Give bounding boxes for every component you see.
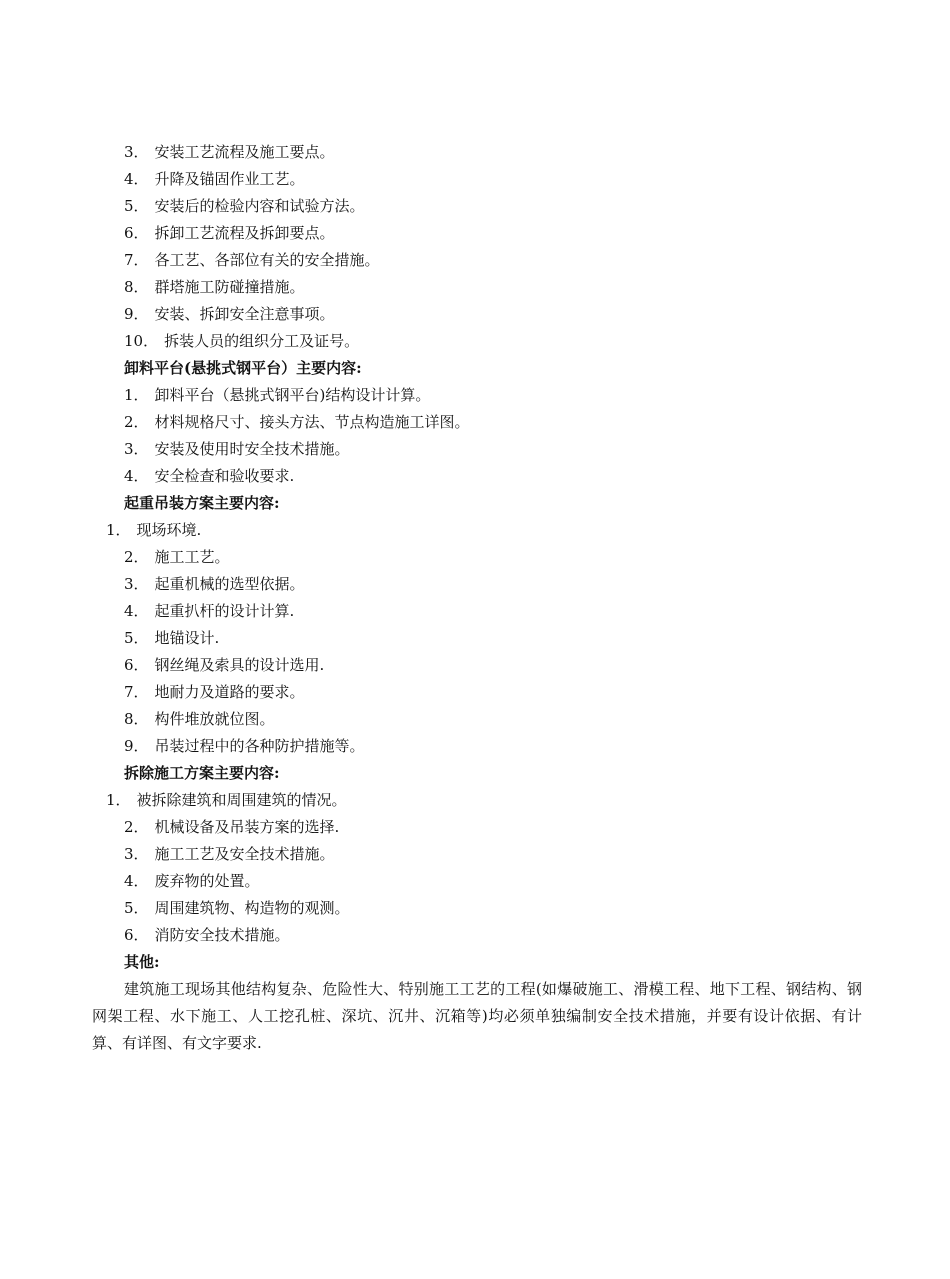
- list-item: 1． 卸料平台（悬挑式钢平台)结构设计计算。: [124, 386, 431, 404]
- list-item: 4． 升降及锚固作业工艺。: [124, 170, 305, 188]
- list-item: 7． 各工艺、各部位有关的安全措施。: [124, 251, 380, 269]
- list-item: 5． 周围建筑物、构造物的观测。: [124, 899, 350, 917]
- list-item: 9． 安装、拆卸安全注意事项。: [124, 305, 335, 323]
- list-item: 4． 废弃物的处置。: [124, 872, 260, 890]
- list-item: 3． 安装工艺流程及施工要点。: [124, 143, 335, 161]
- list-item: 3． 起重机械的选型依据。: [124, 575, 305, 593]
- list-item: 6． 拆卸工艺流程及拆卸要点。: [124, 224, 335, 242]
- list-item: 4． 安全检查和验收要求.: [124, 467, 295, 485]
- list-item: 2． 施工工艺。: [124, 548, 230, 566]
- document-body: [92, 139, 862, 1057]
- list-item: 1． 现场环境.: [106, 521, 202, 539]
- list-item: 6． 消防安全技术措施。: [124, 926, 290, 944]
- list-item: 8． 构件堆放就位图。: [124, 710, 275, 728]
- list-item: 3． 施工工艺及安全技术措施。: [124, 845, 335, 863]
- list-item: 5． 地锚设计.: [124, 629, 220, 647]
- list-item: 6． 钢丝绳及索具的设计选用.: [124, 656, 325, 674]
- list-item: 2． 机械设备及吊装方案的选择.: [124, 818, 340, 836]
- section-heading-demolition: 拆除施工方案主要内容:: [124, 764, 280, 782]
- list-item: 4． 起重扒杆的设计计算.: [124, 602, 295, 620]
- list-item: 5． 安装后的检验内容和试验方法。: [124, 197, 365, 215]
- section-heading-lifting: 起重吊装方案主要内容:: [124, 494, 280, 512]
- section-heading-platform: 卸料平台(悬挑式钢平台）主要内容:: [124, 359, 362, 377]
- list-item: 10． 拆装人员的组织分工及证号。: [124, 332, 360, 350]
- list-item: 2． 材料规格尺寸、接头方法、节点构造施工详图。: [124, 413, 470, 431]
- section-heading-other: 其他:: [124, 953, 160, 971]
- list-item: 3． 安装及使用时安全技术措施。: [124, 440, 350, 458]
- list-item: 7． 地耐力及道路的要求。: [124, 683, 305, 701]
- list-item: 9． 吊装过程中的各种防护措施等。: [124, 737, 365, 755]
- body-paragraph: 建筑施工现场其他结构复杂、危险性大、特别施工工艺的工程(如爆破施工、滑模工程、地下工程、钢结构、钢网架工程、水下施工、人工挖孔桩、深坑、沉井、沉箱等)均必须单独编制安全技术措施，并要有设计依据、有计算、有详图、有文字要求.: [92, 980, 862, 1052]
- list-item: 8． 群塔施工防碰撞措施。: [124, 278, 305, 296]
- list-item: 1． 被拆除建筑和周围建筑的情况。: [106, 791, 347, 809]
